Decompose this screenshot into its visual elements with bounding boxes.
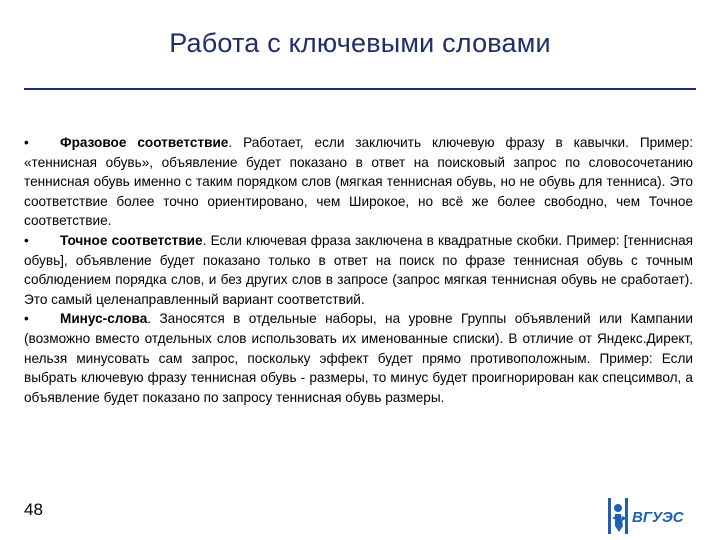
bullet-item-negative-keywords [24, 309, 693, 407]
title-divider [24, 88, 696, 90]
term-negative-keywords: Минус-слова [60, 311, 148, 327]
bullet-item-phrase-match [24, 133, 693, 231]
term-phrase-match: Фразовое соответствие [60, 135, 229, 150]
bullet-item-exact-match [24, 231, 693, 309]
bullet-marker: • [24, 135, 29, 150]
page-number: 48 [24, 500, 43, 519]
description-exact-match: . Если ключевая фраза заключена в квадратные скобки. Пример: [теннисная обувь], объявление будет показано только в ответ на поиск по фразе теннисная обувь с точным соблюдением порядка слов, и без других слов в запросе (запрос мягкая теннисная обувь не сработает). Это самый целенаправленный вариант соответствий. [24, 232, 694, 307]
term-exact-match: Точное соответствие [60, 232, 203, 248]
bullet-marker: • [24, 311, 29, 327]
university-logo [606, 496, 698, 536]
bullet-marker: • [24, 232, 29, 248]
logo-emblem-icon [608, 498, 628, 534]
description-phrase-match: . Работает, если заключить ключевую фразу в кавычки. Пример: «теннисная обувь», объявление будет показано в ответ на поисковый запрос по словосочетанию теннисная обувь именно с таким порядком слов (мягкая теннисная обувь, но не обувь для тенниса). Это соответствие более точно ориентировано, чем Широкое, но всё же более свободно, чем Точное соответствие. [24, 135, 694, 229]
logo-wordmark: ВГУЭС [632, 509, 684, 526]
description-negative-keywords: . Заносятся в отдельные наборы, на уровне Группы объявлений или Кампании (возможно вместо отдельных слов использовать их именованные списки). В отличие от Яндекс.Директ, нельзя минусовать сам запрос, поскольку эффект будет прямо противоположным. Пример: Если выбрать ключевую фразу теннисная обувь - размеры, то минус будет проигнорирован как спецсимвол, а объявление будет показано по запросу теннисная обувь размеры. [24, 311, 693, 405]
slide-body [24, 133, 693, 407]
slide-title: Работа с ключевыми словами [169, 28, 551, 58]
